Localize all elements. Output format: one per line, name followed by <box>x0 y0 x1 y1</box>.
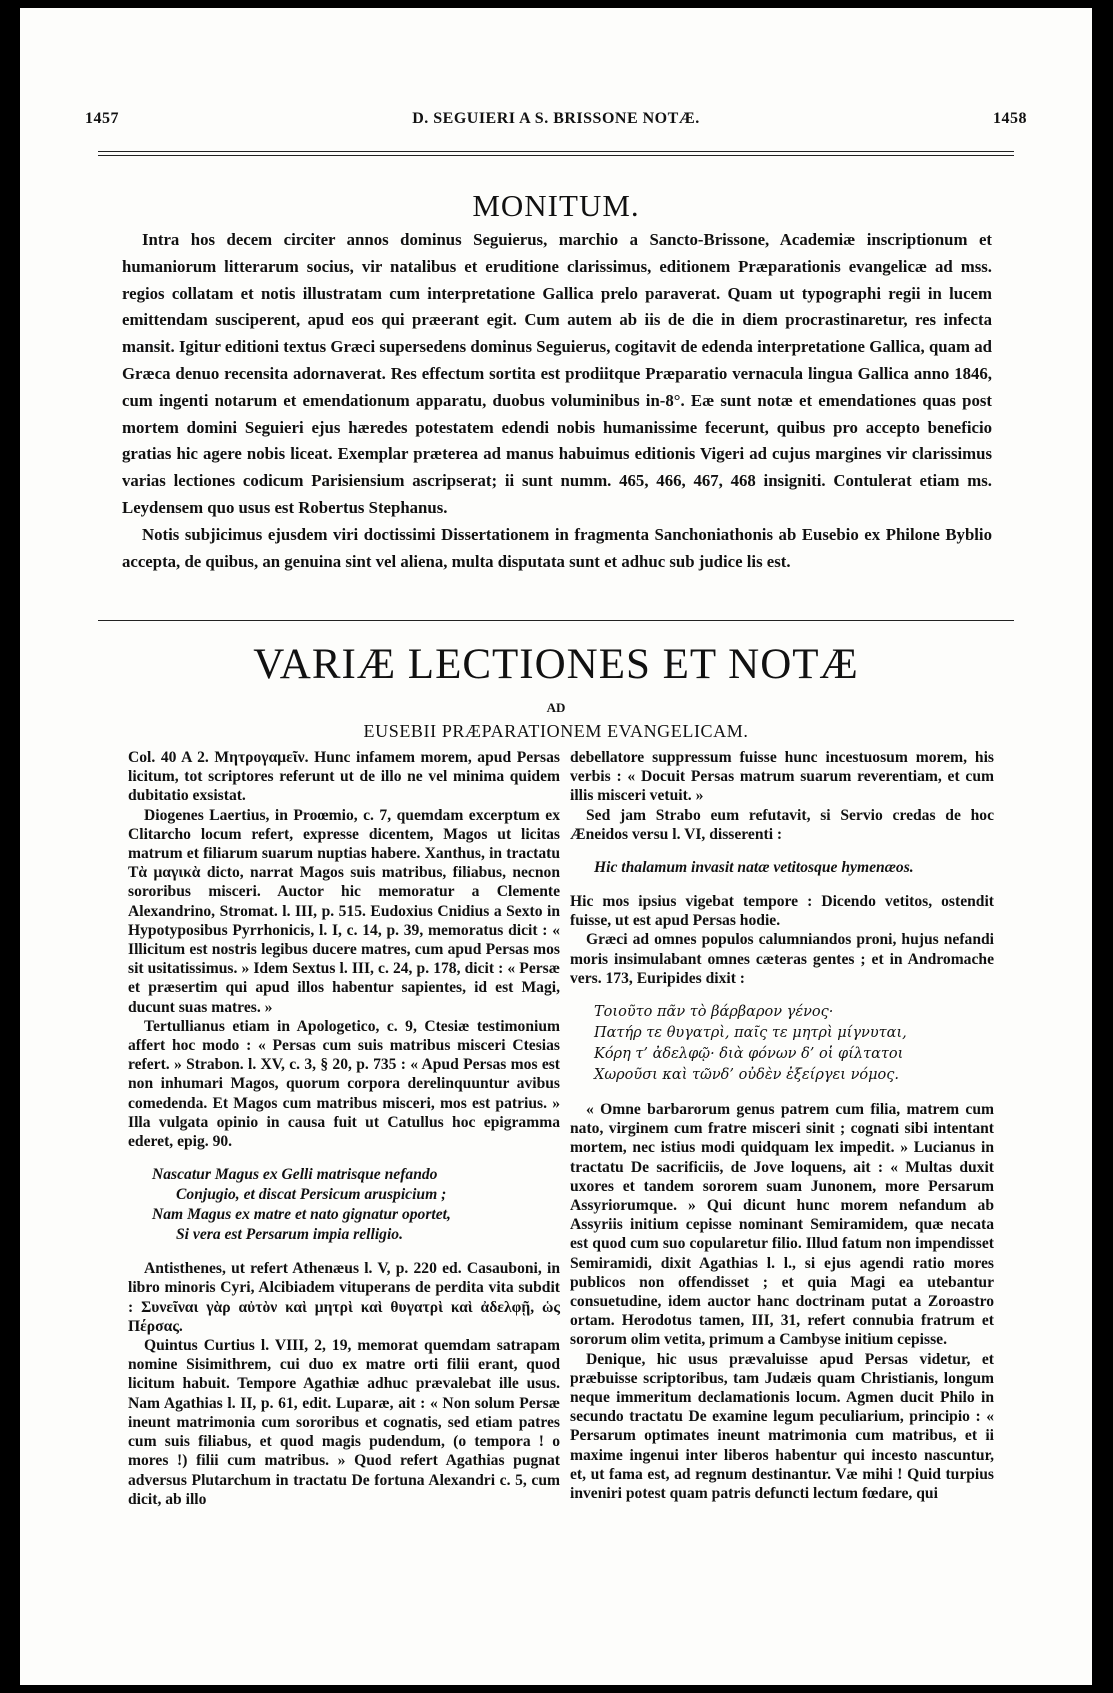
greek-line: Κόρη τ’ ἀδελφῷ· διὰ φόνων δ’ οἱ φίλτατοι <box>594 1046 904 1063</box>
header-rule <box>98 151 1014 152</box>
header-rule-2 <box>98 155 1014 156</box>
subtitle: EUSEBII PRÆPARATIONEM EVANGELICAM. <box>363 721 749 741</box>
note-paragraph: « Omne barbarorum genus patrem cum filia, matrem cum nato, virginem cum fratre misceri sinit ; cognati sibi intentant mortem, nec istius modi quidquam lex impedit. » Lucianus in tractatu De sacrificiis, de Jove loquens, ait : « Multas duxit uxores et tandem sororem suam Junonem, more Persarum Assyriorumque. » Qui dicunt hunc morem nefandum ab Assyriis initium cepisse nominant Semiramidem, quæ necata est quod cum suo copularetur filio. Illud fatum non impendisset Semiramidi, dixit Agathias l. l., si ejus agendi ratio mores publicos non offendisset ; et quia Magi ea utebantur consuetudine, idem auctor hanc doctrinam putat a Zoroastro ortam. Herodotus tamen, III, 31, refert connubia fratrum et sororum olim vetita, primum a Cambyse initium cepisse. <box>570 1101 994 1349</box>
running-title: D. SEGUIERI A S. BRISSONE NOTÆ. <box>412 110 700 127</box>
note-paragraph: Denique, hic usus prævaluisse apud Persas videtur, et præbuisse scriptoribus, tam Judæis quam Christianis, longum neque immeritum declamationis locum. Agmen ducit Philo in secundo tractatu De examine legum peculiarium, principio : « Persarum optimates ineunt matrimonia cum matribus, et ii maxime ingenui inter liberos habentur qui incesto nascuntur, et, ut fama est, ad regnum destinantur. Væ mihi ! Quid turpius inveniri potest quam patris defuncti lectum fœdare, qui <box>570 1350 994 1503</box>
note-paragraph: debellatore suppressum fuisse hunc incestuosum morem, his verbis : « Docuit Persas matrum suarum reverentiam, et cum illis misceri vetuit. » <box>570 749 994 805</box>
left-column <box>128 748 560 1509</box>
euripides-verse <box>594 1002 994 1086</box>
verse-line: Hic thalamum invasit natæ vetitosque hymenæos. <box>594 859 914 877</box>
verse-line: Conjugio, et discat Persicum aruspicium ; <box>176 1186 447 1204</box>
greek-line: Τοιοῦτο πᾶν τὸ βάρβαρον γένος· <box>594 1004 834 1021</box>
page-number-left: 1457 <box>85 110 119 127</box>
monitum-paragraph: Intra hos decem circiter annos dominus Seguierus, marchio a Sancto-Brissone, Academiæ inscriptionum et humaniorum litterarum socius, vir natalibus et eruditione clarissimus, editionem Præparationis evangelicæ ad mss. regios collatam et notis illustratam cum interpretatione Gallica prelo paraverat. Quam ut typographi regii in lucem emittendam susciperent, apud eos qui præerant egit. Cum autem ab iis de die in diem procrastinaretur, res infecta mansit. Igitur editioni textus Græci supersedens dominus Seguierus, cogitavit de edenda interpretatione Gallica, quam ad Græca denuo recensita adornaverat. Res effectum sortita est prodiitque Præparatio vernacula lingua Gallica anno 1846, cum ingenti notarum et emendationum apparatu, duobus voluminibus in-8°. Eæ sunt notæ et emendationes quas post mortem domini Seguieri ejus hæredes potestatem edendi nobis humanissime fecerunt, quibus pro accepto beneficio gratias hic agere nobis liceat. Exemplar præterea ad manus habuimus editionis Vigeri ad cujus margines vir clarissimus varias lectiones codicum Parisiensium ascripserat; ii sunt numm. 465, 466, 467, 468 insigniti. Contulerat etiam ms. Leydensem quo usus est Robertus Stephanus. <box>122 230 992 517</box>
note-paragraph: Quintus Curtius l. VIII, 2, 19, memorat quemdam satrapam nomine Sisimithrem, cui duo ex matre orti filii erant, quod licitum habuit. Tempore Agathiæ adhuc prævalebat ille usus. Nam Agathias l. II, p. 61, edit. Luparæ, ait : « Non solum Persæ ineunt matrimonia cum sororibus et cognatis, sed etiam patres cum suis filiabus, et quod magis pudendum, (o tempora ! o mores !) filii cum matribus. » Quod refert Agathias pugnat adversus Plutarchum in tractatu De fortuna Alexandri c. 5, cum dicit, ab illo <box>128 1337 560 1508</box>
note-paragraph: Græci ad omnes populos calumniandos proni, hujus nefandi moris insimulabant omnes cæteras gentes ; et in Andromache vers. 173, Euripides dixit : <box>570 931 994 987</box>
right-column <box>570 748 994 1503</box>
catullus-verse <box>152 1165 560 1245</box>
running-head <box>85 110 1027 140</box>
note-paragraph: Sed jam Strabo eum refutavit, si Servio credas de hoc Æneidos versu l. VI, disserenti : <box>570 806 994 843</box>
note-paragraph: Antisthenes, ut refert Athenæus l. V, p. 220 ed. Casauboni, in libro minoris Cyri, Alcibiadem vituperans de perdita vita subdit : Συνεῖναι γὰρ αὐτὸν καὶ μητρὶ καὶ θυγατρὶ καὶ ἀδελφῇ, ὡς Πέρσας. <box>128 1260 560 1335</box>
monitum-text <box>122 227 992 575</box>
note-paragraph: Hic mos ipsius vigebat tempore : Dicendo vetitos, ostendit fuisse, ut est apud Persas hodie. <box>570 893 994 930</box>
verse-line: Nam Magus ex matre et nato gignatur oportet, <box>152 1206 451 1224</box>
greek-line: Χωροῦσι καὶ τῶνδ’ οὐδὲν ἐξείργει νόμος. <box>594 1067 900 1084</box>
page-number-right: 1458 <box>993 110 1027 127</box>
note-paragraph: Tertullianus etiam in Apologetico, c. 9, Ctesiæ testimonium affert hoc modo : « Persas cum suis matribus misceri Ctesias refert. » Strabon. l. XV, c. 3, § 20, p. 735 : « Apud Persas mos est non inhumari Magos, quorum corpora derelinquuntur avibus comedenda. Et Magos cum matribus misceri, mos est patrius. » Illa vulgata opinio in causa fuit ut Catullus hoc epigramma ederet, epig. 90. <box>128 1017 560 1151</box>
monitum-title: MONITUM. <box>472 188 640 223</box>
monitum-paragraph: Notis subjicimus ejusdem viri doctissimi Dissertationem in fragmenta Sanchoniathonis ab Eusebio ex Philone Byblio accepta, de quibus, an genuina sint vel aliena, multa disputata sunt et adhuc sub judice lis est. <box>122 524 992 571</box>
document-page <box>20 8 1092 1685</box>
virgil-verse <box>594 858 994 878</box>
note-paragraph: Col. 40 A 2. Μητρογαμεῖν. Hunc infamem morem, apud Persas licitum, tot scriptores referunt ut de illo ne vel minima quidem dubitatio exsistat. <box>128 749 560 805</box>
verse-line: Nascatur Magus ex Gelli matrisque nefando <box>152 1166 438 1184</box>
main-title: VARIÆ LECTIONES ET NOTÆ <box>253 641 859 688</box>
verse-line: Si vera est Persarum impia relligio. <box>176 1226 403 1244</box>
section-rule <box>98 620 1014 621</box>
title-ad: AD <box>546 700 566 715</box>
greek-line: Πατήρ τε θυγατρὶ, παῖς τε μητρὶ μίγνυται, <box>594 1025 907 1042</box>
note-paragraph: Diogenes Laertius, in Proœmio, c. 7, quemdam excerptum ex Clitarcho locum refert, expresse dicentem, Magos ut licitas matrum et filiarum suarum nuptias habere. Xanthus, in tractatu Τὰ μαγικὰ dicto, narrat Magos suis matribus, filiabus, necnon sororibus misceri. Auctor hic memoratur a Clemente Alexandrino, Stromat. l. III, p. 515. Eudoxius Cnidius a Sexto in Hypotyposibus Pyrrhonicis, l. I, c. 14, p. 39, memoratus dicit : « Illicitum est nostris legibus ducere matres, cum apud Persas mos sit usitatissimus. » Idem Sextus l. III, c. 24, p. 178, dicit : « Persæ et præsertim qui apud illos habentur sapientes, id est Magi, ducunt suas matres. » <box>128 806 560 1016</box>
